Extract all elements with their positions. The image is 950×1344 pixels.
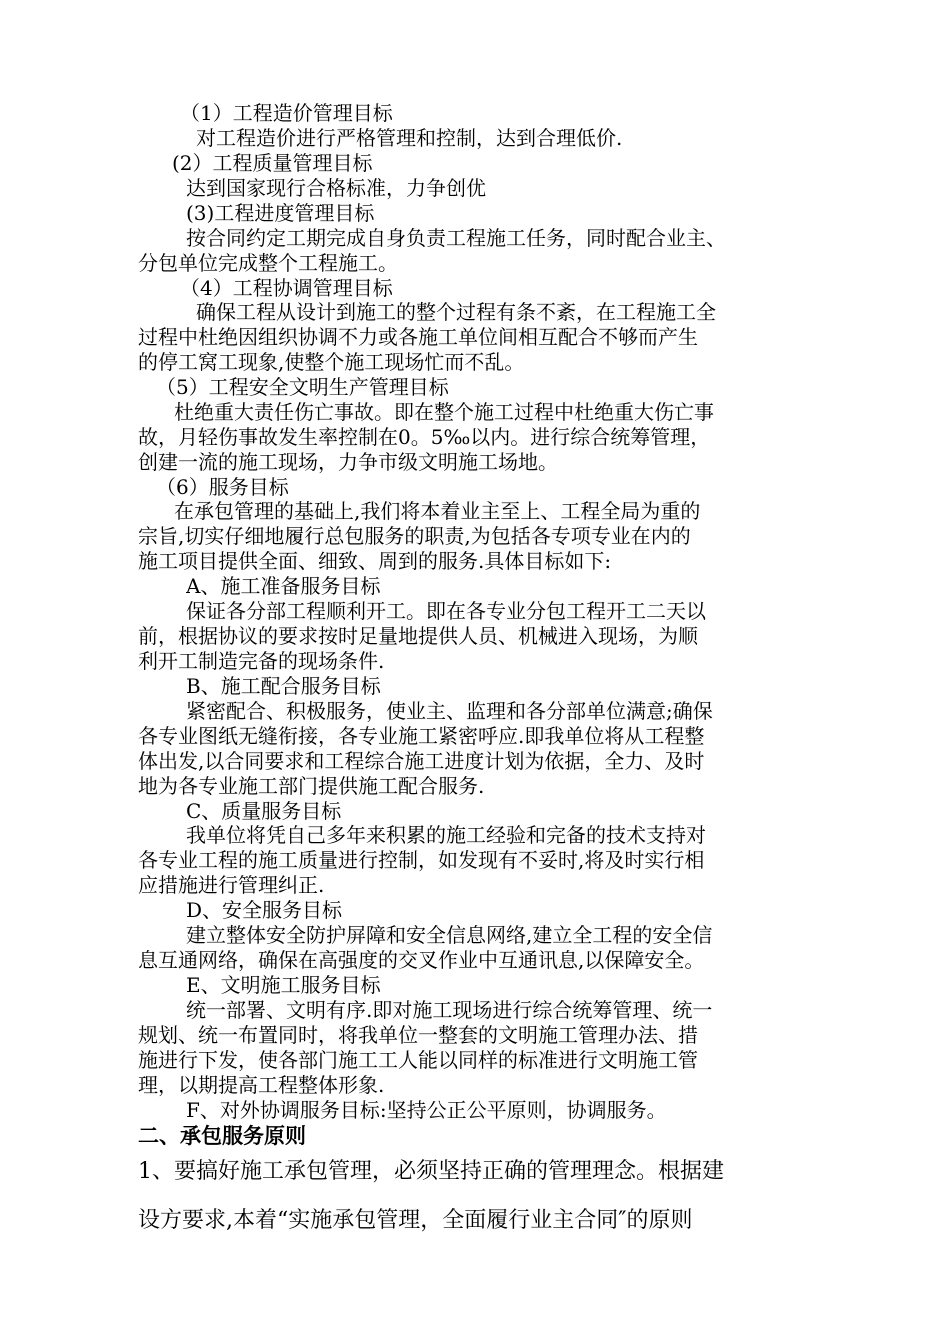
paragraph-line: 宗旨,切实仔细地履行总包服务的职责,为包括各专项专业在内的 — [138, 524, 691, 548]
paragraph-line: 设方要求,本着“实施承包管理，全面履行业主合同″的原则 — [138, 1208, 693, 1233]
paragraph-line: 规划、统一布置同时，将我单位一整套的文明施工管理办法、措 — [138, 1023, 698, 1047]
paragraph-line: 确保工程从设计到施工的整个过程有条不紊，在工程施工全 — [196, 300, 716, 324]
paragraph-line: 创建一流的施工现场，力争市级文明施工场地。 — [138, 450, 558, 474]
subheading-prep-service: A、施工准备服务目标 — [186, 574, 381, 598]
paragraph-line: 各专业工程的施工质量进行控制，如发现有不妥时,将及时实行相 — [138, 848, 705, 872]
paragraph-line: 过程中杜绝因组织协调不力或各施工单位间相互配合不够而产生 — [138, 325, 698, 349]
paragraph-line: 息互通网络，确保在高强度的交叉作业中互通讯息,以保障安全。 — [138, 948, 705, 972]
paragraph-line: 体出发,以合同要求和工程综合施工进度计划为依据，全力、及时 — [138, 749, 705, 773]
paragraph-line: 紧密配合、积极服务，使业主、监理和各分部单位满意;确保 — [186, 699, 713, 723]
paragraph-line: 应措施进行管理纠正. — [138, 873, 325, 897]
subheading-quality-service: C、质量服务目标 — [186, 799, 342, 823]
paragraph-line: 理，以期提高工程整体形象. — [138, 1073, 385, 1097]
paragraph-line: 按合同约定工期完成自身负责工程施工任务，同时配合业主、 — [186, 226, 726, 250]
paragraph-line: 故，月轻伤事故发生率控制在0。5‰以内。进行综合统筹管理， — [138, 425, 711, 449]
paragraph-line: F、对外协调服务目标:坚持公正公平原则，协调服务。 — [186, 1098, 667, 1122]
paragraph-line: 1、要搞好施工承包管理，必须坚持正确的管理理念。根据建 — [138, 1159, 724, 1184]
subheading-quality-goal: (2）工程质量管理目标 — [172, 151, 373, 175]
paragraph-line: 的停工窝工现象,使整个施工现场忙而不乱。 — [138, 350, 525, 374]
paragraph-line: 我单位将凭自己多年来积累的施工经验和完备的技术支持对 — [186, 823, 706, 847]
paragraph-line: 杜绝重大责任伤亡事故。即在整个施工过程中杜绝重大伤亡事 — [174, 400, 714, 424]
paragraph-line: 施工项目提供全面、细致、周到的服务.具体目标如下: — [138, 549, 612, 573]
paragraph-line: 利开工制造完备的现场条件. — [138, 649, 385, 673]
subheading-safety-service: D、安全服务目标 — [186, 898, 343, 922]
subheading-civil-service: E、文明施工服务目标 — [186, 973, 381, 997]
subheading-coordination-goal: （4）工程协调管理目标 — [180, 276, 393, 300]
paragraph-line: 对工程造价进行严格管理和控制，达到合理低价. — [196, 126, 623, 150]
section-heading: 二、承包服务原则 — [138, 1123, 306, 1148]
subheading-cost-goal: （1）工程造价管理目标 — [180, 101, 393, 125]
paragraph-line: 统一部署、文明有序.即对施工现场进行综合统筹管理、统一 — [186, 998, 713, 1022]
paragraph-line: 施进行下发，使各部门施工工人能以同样的标准进行文明施工管 — [138, 1048, 698, 1072]
subheading-service-goal: （6）服务目标 — [156, 475, 289, 499]
subheading-safety-goal: （5）工程安全文明生产管理目标 — [156, 375, 449, 399]
paragraph-line: 地为各专业施工部门提供施工配合服务. — [138, 774, 485, 798]
paragraph-line: 在承包管理的基础上,我们将本着业主至上、工程全局为重的 — [174, 499, 701, 523]
paragraph-line: 分包单位完成整个工程施工。 — [138, 251, 398, 275]
paragraph-line: 达到国家现行合格标准，力争创优 — [186, 176, 486, 200]
paragraph-line: 各专业图纸无缝衔接，各专业施工紧密呼应.即我单位将从工程整 — [138, 724, 705, 748]
subheading-coop-service: B、施工配合服务目标 — [186, 674, 381, 698]
subheading-schedule-goal: (3)工程进度管理目标 — [186, 201, 375, 225]
paragraph-line: 保证各分部工程顺利开工。即在各专业分包工程开工二天以 — [186, 599, 706, 623]
paragraph-line: 建立整体安全防护屏障和安全信息网络,建立全工程的安全信 — [186, 923, 713, 947]
paragraph-line: 前，根据协议的要求按时足量地提供人员、机械进入现场，为顺 — [138, 624, 698, 648]
